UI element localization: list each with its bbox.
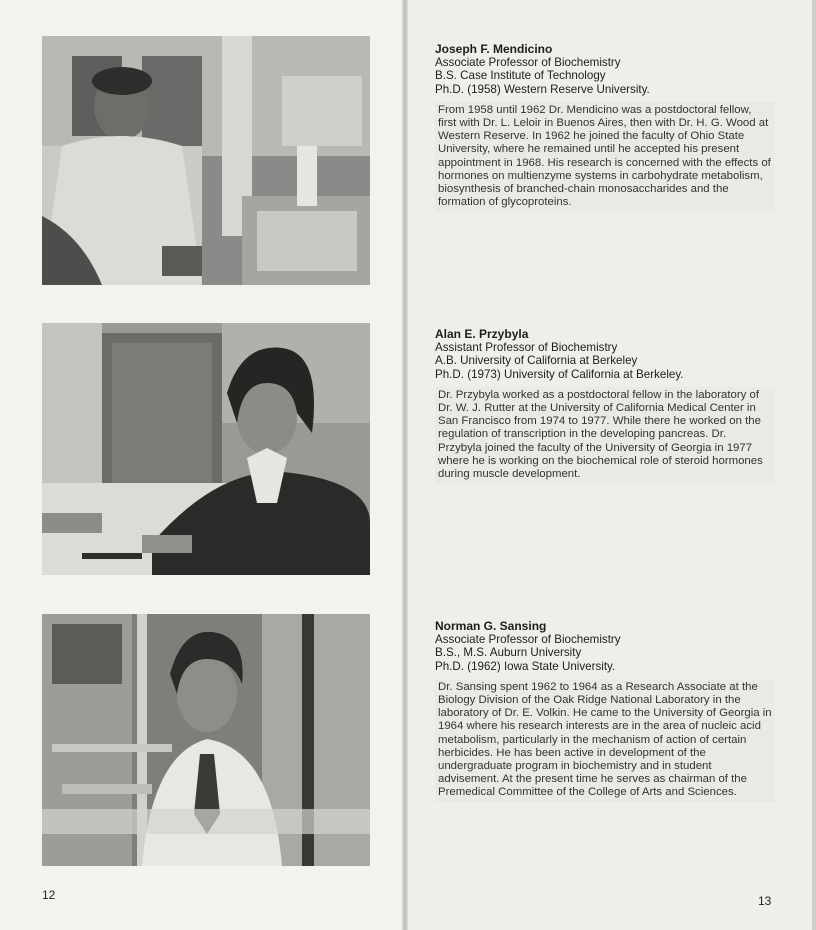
- photo-przybyla: [42, 323, 370, 575]
- page-number-right: 13: [758, 894, 772, 908]
- page-number-left: 12: [42, 888, 56, 902]
- faculty-title: Associate Professor of Biochemistry: [435, 633, 621, 647]
- faculty-degree: B.S. Case Institute of Technology: [435, 69, 606, 83]
- faculty-degree: Ph.D. (1973) University of California at Berkeley.: [435, 367, 684, 381]
- photo-mendicino: [42, 36, 370, 285]
- faculty-title: Associate Professor of Biochemistry: [435, 56, 621, 70]
- faculty-name: Joseph F. Mendicino: [435, 42, 553, 56]
- page-gutter: [402, 0, 408, 930]
- faculty-entry-przybyla: [435, 328, 775, 483]
- faculty-entry-sansing: [435, 620, 775, 802]
- faculty-bio: From 1958 until 1962 Dr. Mendicino was a postdoctoral fellow, first with Dr. L. Leloir in Buenos Aires, then with Dr. H. G. Wood at Western Reserve. In 1962 he joined the faculty of Ohio State University, where he remained until he accepted his present appointment in 1968. His research is concerned with the effects of hormones on multienzyme systems in carbohydrate metabolism, biosynthesis of branched-chain monosaccharides and the formation of glycoproteins.: [435, 102, 775, 212]
- faculty-title: Assistant Professor of Biochemistry: [435, 341, 618, 355]
- faculty-entry-mendicino: [435, 43, 775, 211]
- photo-sansing: [42, 614, 370, 866]
- faculty-name: Norman G. Sansing: [435, 619, 547, 633]
- photo-sansing-image: [42, 614, 370, 866]
- faculty-bio: Dr. Przybyla worked as a postdoctoral fellow in the laboratory of Dr. W. J. Rutter at the University of California Medical Center in San Francisco from 1974 to 1977. While there he worked on the regulation of transcription in the developing pancreas. Dr. Przybyla joined the faculty of the University of Georgia in 1977 where he is working on the biochemical role of steroid hormones during muscle development.: [435, 387, 775, 483]
- faculty-bio: Dr. Sansing spent 1962 to 1964 as a Research Associate at the Biology Division of the Oak Ridge National Laboratory in the laboratory of Dr. E. Volkin. He came to the University of Georgia in 1964 where his research interests are in the area of nucleic acid metabolism, particularly in the mechanism of action of certain herbicides. He has been active in development of the undergraduate program in biochemistry and in student advisement. At the present time he serves as chairman of the Premedical Committee of the College of Arts and Sciences.: [435, 679, 775, 802]
- faculty-degree: B.S., M.S. Auburn University: [435, 646, 582, 660]
- photo-przybyla-image: [42, 323, 370, 575]
- faculty-degree: Ph.D. (1962) Iowa State University.: [435, 659, 616, 673]
- faculty-degree: Ph.D. (1958) Western Reserve University.: [435, 82, 650, 96]
- faculty-name: Alan E. Przybyla: [435, 327, 529, 341]
- photo-mendicino-image: [42, 36, 370, 285]
- faculty-degree: A.B. University of California at Berkeley: [435, 354, 638, 368]
